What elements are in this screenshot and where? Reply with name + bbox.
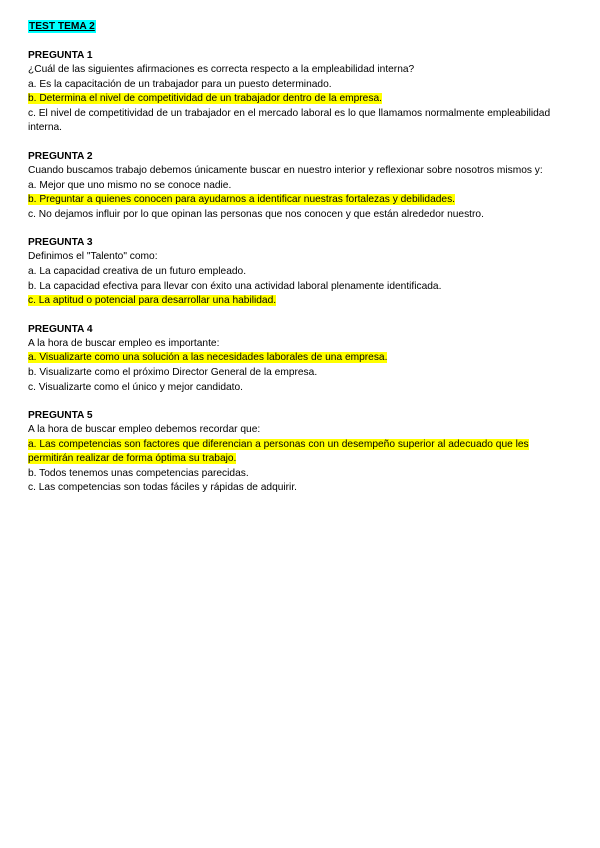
answer-option-b: b. La capacidad efectiva para llevar con éxito una actividad laboral plenamente identificada. (28, 280, 442, 292)
answer-option-a: a. Las competencias son factores que diferencian a personas con un desempeño superior al adecuado que les permitirán realizar de forma óptima su trabajo. (28, 438, 529, 465)
question-block-4 (28, 322, 573, 395)
answer-option-a: a. La capacidad creativa de un futuro empleado. (28, 265, 247, 277)
question-text: A la hora de buscar empleo debemos recordar que: (28, 424, 261, 436)
answer-option-c: c. La aptitud o potencial para desarrollar una habilidad. (28, 295, 277, 307)
answer-option-a: a. Es la capacitación de un trabajador para un puesto determinado. (28, 78, 332, 90)
question-heading: PREGUNTA 1 (28, 50, 93, 61)
question-text: A la hora de buscar empleo es importante: (28, 337, 220, 349)
question-block-1 (28, 48, 573, 136)
question-heading: PREGUNTA 4 (28, 323, 93, 335)
question-text: ¿Cuál de las siguientes afirmaciones es correcta respecto a la empleabilidad interna? (28, 64, 415, 75)
answer-option-b: b. Visualizarte como el próximo Director General de la empresa. (28, 366, 318, 378)
question-heading: PREGUNTA 3 (28, 237, 93, 249)
answer-option-b: b. Todos tenemos unas competencias parecidas. (28, 467, 249, 479)
document-title: TEST TEMA 2 (29, 21, 95, 32)
answer-option-b: b. Determina el nivel de competitividad de un trabajador dentro de la empresa. (28, 93, 382, 105)
answer-option-c: c. Las competencias son todas fáciles y rápidas de adquirir. (28, 482, 297, 494)
question-block-5 (28, 408, 573, 496)
answer-option-a: a. Mejor que uno mismo no se conoce nadie. (28, 179, 232, 191)
question-heading: PREGUNTA 5 (28, 410, 93, 422)
answer-option-a: a. Visualizarte como una solución a las necesidades laborales de una empresa. (28, 352, 388, 364)
question-text: Definimos el "Talento" como: (28, 251, 158, 263)
answer-option-b: b. Preguntar a quienes conocen para ayudarnos a identificar nuestras fortalezas y debilidades. (28, 194, 456, 206)
answer-option-c: c. El nivel de competitividad de un trabajador en el mercado laboral es lo que llamamos normalmente empleabilidad interna. (28, 107, 551, 134)
question-block-3 (28, 235, 573, 308)
answer-option-c: c. No dejamos influir por lo que opinan las personas que nos conocen y que están alrededor nuestro. (28, 208, 484, 220)
question-block-2 (28, 149, 573, 222)
document-page (28, 20, 573, 509)
question-heading: PREGUNTA 2 (28, 150, 93, 162)
answer-option-c: c. Visualizarte como el único y mejor candidato. (28, 381, 243, 393)
question-text: Cuando buscamos trabajo debemos únicamente buscar en nuestro interior y reflexionar sobre nosotros mismos y: (28, 164, 543, 176)
